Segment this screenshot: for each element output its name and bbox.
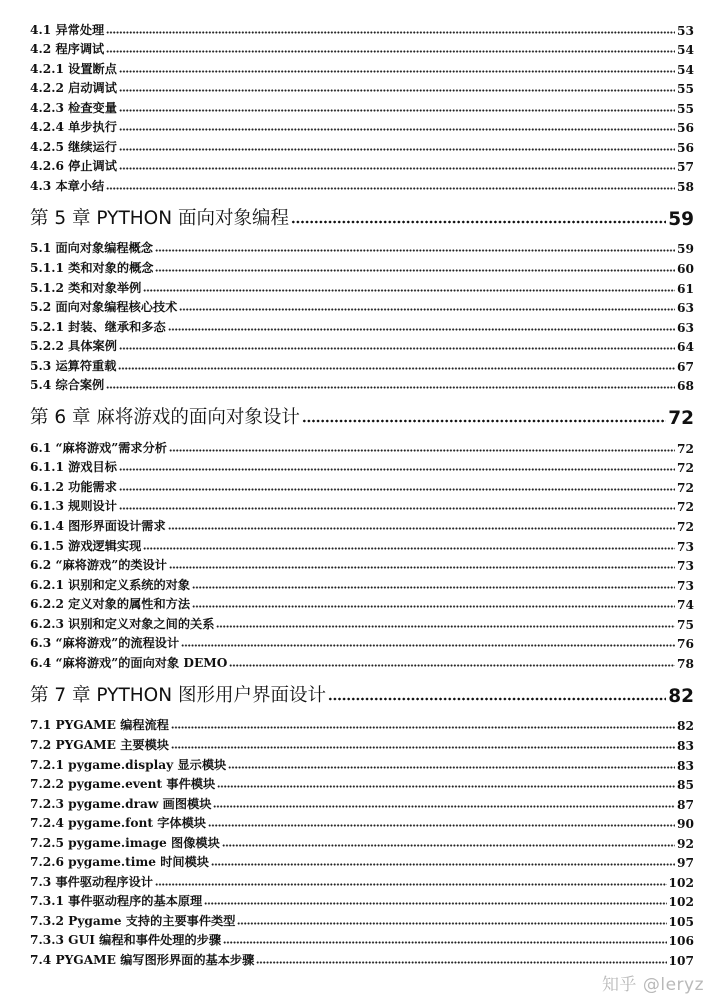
dot-leader bbox=[208, 824, 675, 827]
toc-chapter-entry[interactable] bbox=[30, 399, 694, 429]
toc-entry-title: 7.2.5 pygame.image 图像模块 bbox=[30, 835, 220, 850]
toc-section-entry[interactable] bbox=[30, 651, 694, 671]
toc-entry-page-number: 72 bbox=[677, 500, 694, 515]
toc-entry-title: 5.2 面向对象编程核心技术 bbox=[30, 300, 178, 315]
toc-section-entry[interactable] bbox=[30, 116, 694, 136]
dot-leader bbox=[179, 308, 675, 311]
toc-entry-page-number: 57 bbox=[677, 160, 694, 175]
dot-leader bbox=[229, 664, 675, 667]
toc-section-entry[interactable] bbox=[30, 612, 694, 632]
toc-section-entry[interactable] bbox=[30, 335, 694, 355]
toc-entry-title: 6.2.2 定义对象的属性和方法 bbox=[30, 597, 191, 612]
dot-leader bbox=[106, 187, 675, 190]
dot-leader bbox=[256, 961, 666, 964]
toc-entry-page-number: 68 bbox=[677, 379, 694, 394]
toc-section-entry[interactable] bbox=[30, 593, 694, 613]
dot-leader bbox=[216, 625, 675, 628]
toc-entry-page-number: 75 bbox=[677, 617, 694, 632]
toc-entry-page-number: 56 bbox=[677, 140, 694, 155]
toc-entry-title: 7.3.2 Pygame 支持的主要事件类型 bbox=[30, 913, 236, 928]
toc-section-entry[interactable] bbox=[30, 534, 694, 554]
dot-leader bbox=[237, 922, 666, 925]
dot-leader bbox=[143, 547, 675, 550]
toc-entry-title: 7.2.4 pygame.font 字体模块 bbox=[30, 816, 206, 831]
toc-entry-page-number: 67 bbox=[677, 359, 694, 374]
toc-entry-page-number: 82 bbox=[668, 685, 694, 707]
toc-entry-title: 6.1.3 规则设计 bbox=[30, 499, 117, 514]
toc-entry-title: 7.2.1 pygame.display 显示模块 bbox=[30, 757, 227, 772]
toc-section-entry[interactable] bbox=[30, 909, 694, 929]
dot-leader bbox=[217, 785, 675, 788]
toc-entry-title: 4.2.1 设置断点 bbox=[30, 61, 117, 76]
dot-leader bbox=[119, 167, 675, 170]
toc-entry-title: 5.1.2 类和对象举例 bbox=[30, 280, 142, 295]
toc-section-entry[interactable] bbox=[30, 18, 694, 38]
toc-entry-page-number: 73 bbox=[677, 559, 694, 574]
toc-section-entry[interactable] bbox=[30, 753, 694, 773]
toc-section-entry[interactable] bbox=[30, 733, 694, 753]
dot-leader bbox=[328, 697, 666, 701]
dot-leader bbox=[119, 488, 675, 491]
dot-leader bbox=[106, 31, 675, 34]
toc-entry-page-number: 97 bbox=[677, 856, 694, 871]
toc-entry-title: 6.2 “麻将游戏”的类设计 bbox=[30, 558, 167, 573]
toc-entry-title: 6.4 “麻将游戏”的面向对象 DEMO bbox=[30, 655, 228, 670]
toc-entry-title: 第 5 章 PYTHON 面向对象编程 bbox=[30, 207, 289, 229]
dot-leader bbox=[192, 605, 675, 608]
dot-leader bbox=[181, 644, 675, 647]
dot-leader bbox=[302, 419, 666, 423]
dot-leader bbox=[223, 941, 667, 944]
toc-section-entry[interactable] bbox=[30, 135, 694, 155]
dot-leader bbox=[119, 507, 675, 510]
toc-entry-title: 7.2 PYGAME 主要模块 bbox=[30, 737, 169, 752]
toc-section-entry[interactable] bbox=[30, 436, 694, 456]
toc-section-entry[interactable] bbox=[30, 174, 694, 194]
toc-entry-page-number: 55 bbox=[677, 101, 694, 116]
toc-entry-title: 6.1.5 游戏逻辑实现 bbox=[30, 538, 142, 553]
toc-entry-page-number: 78 bbox=[677, 656, 694, 671]
toc-entry-title: 7.3 事件驱动程序设计 bbox=[30, 874, 153, 889]
toc-entry-page-number: 59 bbox=[677, 242, 694, 257]
toc-section-entry[interactable] bbox=[30, 77, 694, 97]
toc-entry-title: 6.1.4 图形界面设计需求 bbox=[30, 519, 166, 534]
toc-section-entry[interactable] bbox=[30, 773, 694, 793]
dot-leader bbox=[143, 289, 675, 292]
toc-entry-title: 4.2.3 检查变量 bbox=[30, 100, 117, 115]
toc-entry-title: 7.4 PYGAME 编写图形界面的基本步骤 bbox=[30, 952, 255, 967]
toc-section-entry[interactable] bbox=[30, 948, 694, 968]
toc-entry-title: 4.2.6 停止调试 bbox=[30, 159, 117, 174]
toc-entry-title: 6.1.2 功能需求 bbox=[30, 479, 117, 494]
toc-entry-page-number: 63 bbox=[677, 301, 694, 316]
dot-leader bbox=[171, 746, 675, 749]
toc-entry-title: 6.1.1 游戏目标 bbox=[30, 460, 117, 475]
toc-entry-page-number: 60 bbox=[677, 262, 694, 277]
toc-section-entry[interactable] bbox=[30, 38, 694, 58]
toc-entry-page-number: 92 bbox=[677, 836, 694, 851]
toc-entry-title: 4.2 程序调试 bbox=[30, 42, 105, 57]
toc-entry-page-number: 54 bbox=[677, 62, 694, 77]
dot-leader bbox=[168, 328, 675, 331]
toc-entry-page-number: 107 bbox=[668, 953, 694, 968]
toc-entry-title: 6.2.1 识别和定义系统的对象 bbox=[30, 577, 191, 592]
toc-entry-page-number: 76 bbox=[677, 637, 694, 652]
dot-leader bbox=[213, 805, 675, 808]
toc-entry-page-number: 72 bbox=[677, 461, 694, 476]
zhihu-watermark: 知乎 @leryz bbox=[601, 975, 704, 995]
toc-section-entry[interactable] bbox=[30, 554, 694, 574]
toc-entry-page-number: 64 bbox=[677, 340, 694, 355]
dot-leader bbox=[192, 586, 675, 589]
toc-section-entry[interactable] bbox=[30, 374, 694, 394]
toc-section-entry[interactable] bbox=[30, 256, 694, 276]
toc-entry-title: 第 7 章 PYTHON 图形用户界面设计 bbox=[30, 684, 326, 706]
dot-leader bbox=[291, 220, 666, 224]
toc-section-entry[interactable] bbox=[30, 155, 694, 175]
toc-entry-page-number: 63 bbox=[677, 320, 694, 335]
toc-section-entry[interactable] bbox=[30, 96, 694, 116]
toc-entry-title: 7.3.1 事件驱动程序的基本原理 bbox=[30, 894, 203, 909]
toc-section-entry[interactable] bbox=[30, 296, 694, 316]
toc-section-entry[interactable] bbox=[30, 714, 694, 734]
dot-leader bbox=[169, 449, 675, 452]
toc-entry-page-number: 55 bbox=[677, 82, 694, 97]
toc-chapter-entry[interactable] bbox=[30, 677, 694, 707]
toc-chapter-entry[interactable] bbox=[30, 200, 694, 230]
toc-entry-title: 4.2.5 继续运行 bbox=[30, 139, 117, 154]
dot-leader bbox=[119, 148, 675, 151]
toc-entry-page-number: 106 bbox=[668, 934, 694, 949]
toc-entry-title: 第 6 章 麻将游戏的面向对象设计 bbox=[30, 407, 300, 429]
toc-entry-page-number: 58 bbox=[677, 179, 694, 194]
toc-entry-title: 5.4 综合案例 bbox=[30, 378, 105, 393]
toc-entry-page-number: 73 bbox=[677, 578, 694, 593]
dot-leader bbox=[169, 566, 675, 569]
toc-entry-page-number: 90 bbox=[677, 817, 694, 832]
toc-entry-page-number: 56 bbox=[677, 121, 694, 136]
toc-section-entry[interactable] bbox=[30, 237, 694, 257]
toc-entry-page-number: 85 bbox=[677, 778, 694, 793]
toc-section-entry[interactable] bbox=[30, 812, 694, 832]
toc-entry-title: 5.3 运算符重载 bbox=[30, 358, 117, 373]
dot-leader bbox=[171, 726, 675, 729]
toc-entry-title: 5.2.1 封装、继承和多态 bbox=[30, 319, 166, 334]
toc-section-entry[interactable] bbox=[30, 831, 694, 851]
toc-entry-title: 7.2.3 pygame.draw 画图模块 bbox=[30, 796, 212, 811]
toc-entry-page-number: 59 bbox=[668, 208, 694, 230]
toc-entry-title: 5.1 面向对象编程概念 bbox=[30, 241, 153, 256]
dot-leader bbox=[211, 863, 675, 866]
dot-leader bbox=[119, 109, 675, 112]
toc-section-entry[interactable] bbox=[30, 870, 694, 890]
toc-entry-page-number: 53 bbox=[677, 23, 694, 38]
toc-entry-title: 4.1 异常处理 bbox=[30, 22, 105, 37]
toc-section-entry[interactable] bbox=[30, 851, 694, 871]
toc-section-entry[interactable] bbox=[30, 456, 694, 476]
toc-section-entry[interactable] bbox=[30, 514, 694, 534]
dot-leader bbox=[119, 89, 675, 92]
toc-entry-title: 7.1 PYGAME 编程流程 bbox=[30, 718, 169, 733]
toc-section-entry[interactable] bbox=[30, 890, 694, 910]
toc-entry-page-number: 72 bbox=[677, 480, 694, 495]
toc-entry-page-number: 102 bbox=[668, 895, 694, 910]
toc-section-entry[interactable] bbox=[30, 632, 694, 652]
toc-entry-page-number: 73 bbox=[677, 539, 694, 554]
toc-section-entry[interactable] bbox=[30, 354, 694, 374]
toc-section-entry[interactable] bbox=[30, 475, 694, 495]
toc-entry-title: 5.2.2 具体案例 bbox=[30, 339, 117, 354]
dot-leader bbox=[204, 902, 666, 905]
toc-section-entry[interactable] bbox=[30, 792, 694, 812]
dot-leader bbox=[155, 249, 675, 252]
dot-leader bbox=[228, 766, 675, 769]
toc-entry-page-number: 72 bbox=[677, 520, 694, 535]
dot-leader bbox=[118, 367, 675, 370]
dot-leader bbox=[155, 269, 675, 272]
toc-entry-page-number: 87 bbox=[677, 797, 694, 812]
toc-section-entry[interactable] bbox=[30, 929, 694, 949]
dot-leader bbox=[168, 527, 675, 530]
toc-entry-page-number: 72 bbox=[668, 408, 694, 430]
toc-entry-title: 4.2.4 单步执行 bbox=[30, 120, 117, 135]
toc-entry-title: 7.2.6 pygame.time 时间模块 bbox=[30, 855, 209, 870]
toc-entry-page-number: 72 bbox=[677, 441, 694, 456]
toc-entry-title: 6.3 “麻将游戏”的流程设计 bbox=[30, 636, 180, 651]
toc-entry-page-number: 83 bbox=[677, 758, 694, 773]
dot-leader bbox=[106, 50, 675, 53]
toc-section-entry[interactable] bbox=[30, 315, 694, 335]
toc-section-entry[interactable] bbox=[30, 57, 694, 77]
toc-entry-title: 4.2.2 启动调试 bbox=[30, 81, 117, 96]
toc-entry-title: 7.2.2 pygame.event 事件模块 bbox=[30, 777, 216, 792]
table-of-contents bbox=[30, 18, 694, 968]
toc-entry-title: 4.3 本章小结 bbox=[30, 178, 105, 193]
dot-leader bbox=[119, 468, 675, 471]
toc-entry-page-number: 74 bbox=[677, 598, 694, 613]
toc-entry-title: 6.2.3 识别和定义对象之间的关系 bbox=[30, 616, 215, 631]
toc-entry-page-number: 61 bbox=[677, 281, 694, 296]
toc-entry-title: 7.3.3 GUI 编程和事件处理的步骤 bbox=[30, 933, 222, 948]
toc-entry-page-number: 54 bbox=[677, 43, 694, 58]
dot-leader bbox=[222, 844, 675, 847]
toc-entry-page-number: 82 bbox=[677, 719, 694, 734]
dot-leader bbox=[119, 128, 675, 131]
toc-entry-page-number: 102 bbox=[668, 875, 694, 890]
toc-entry-page-number: 105 bbox=[668, 914, 694, 929]
toc-entry-title: 5.1.1 类和对象的概念 bbox=[30, 261, 154, 276]
toc-entry-title: 6.1 “麻将游戏”需求分析 bbox=[30, 440, 167, 455]
dot-leader bbox=[106, 386, 675, 389]
dot-leader bbox=[119, 70, 675, 73]
dot-leader bbox=[119, 347, 675, 350]
toc-section-entry[interactable] bbox=[30, 276, 694, 296]
toc-section-entry[interactable] bbox=[30, 573, 694, 593]
toc-entry-page-number: 83 bbox=[677, 738, 694, 753]
toc-section-entry[interactable] bbox=[30, 495, 694, 515]
dot-leader bbox=[155, 883, 667, 886]
